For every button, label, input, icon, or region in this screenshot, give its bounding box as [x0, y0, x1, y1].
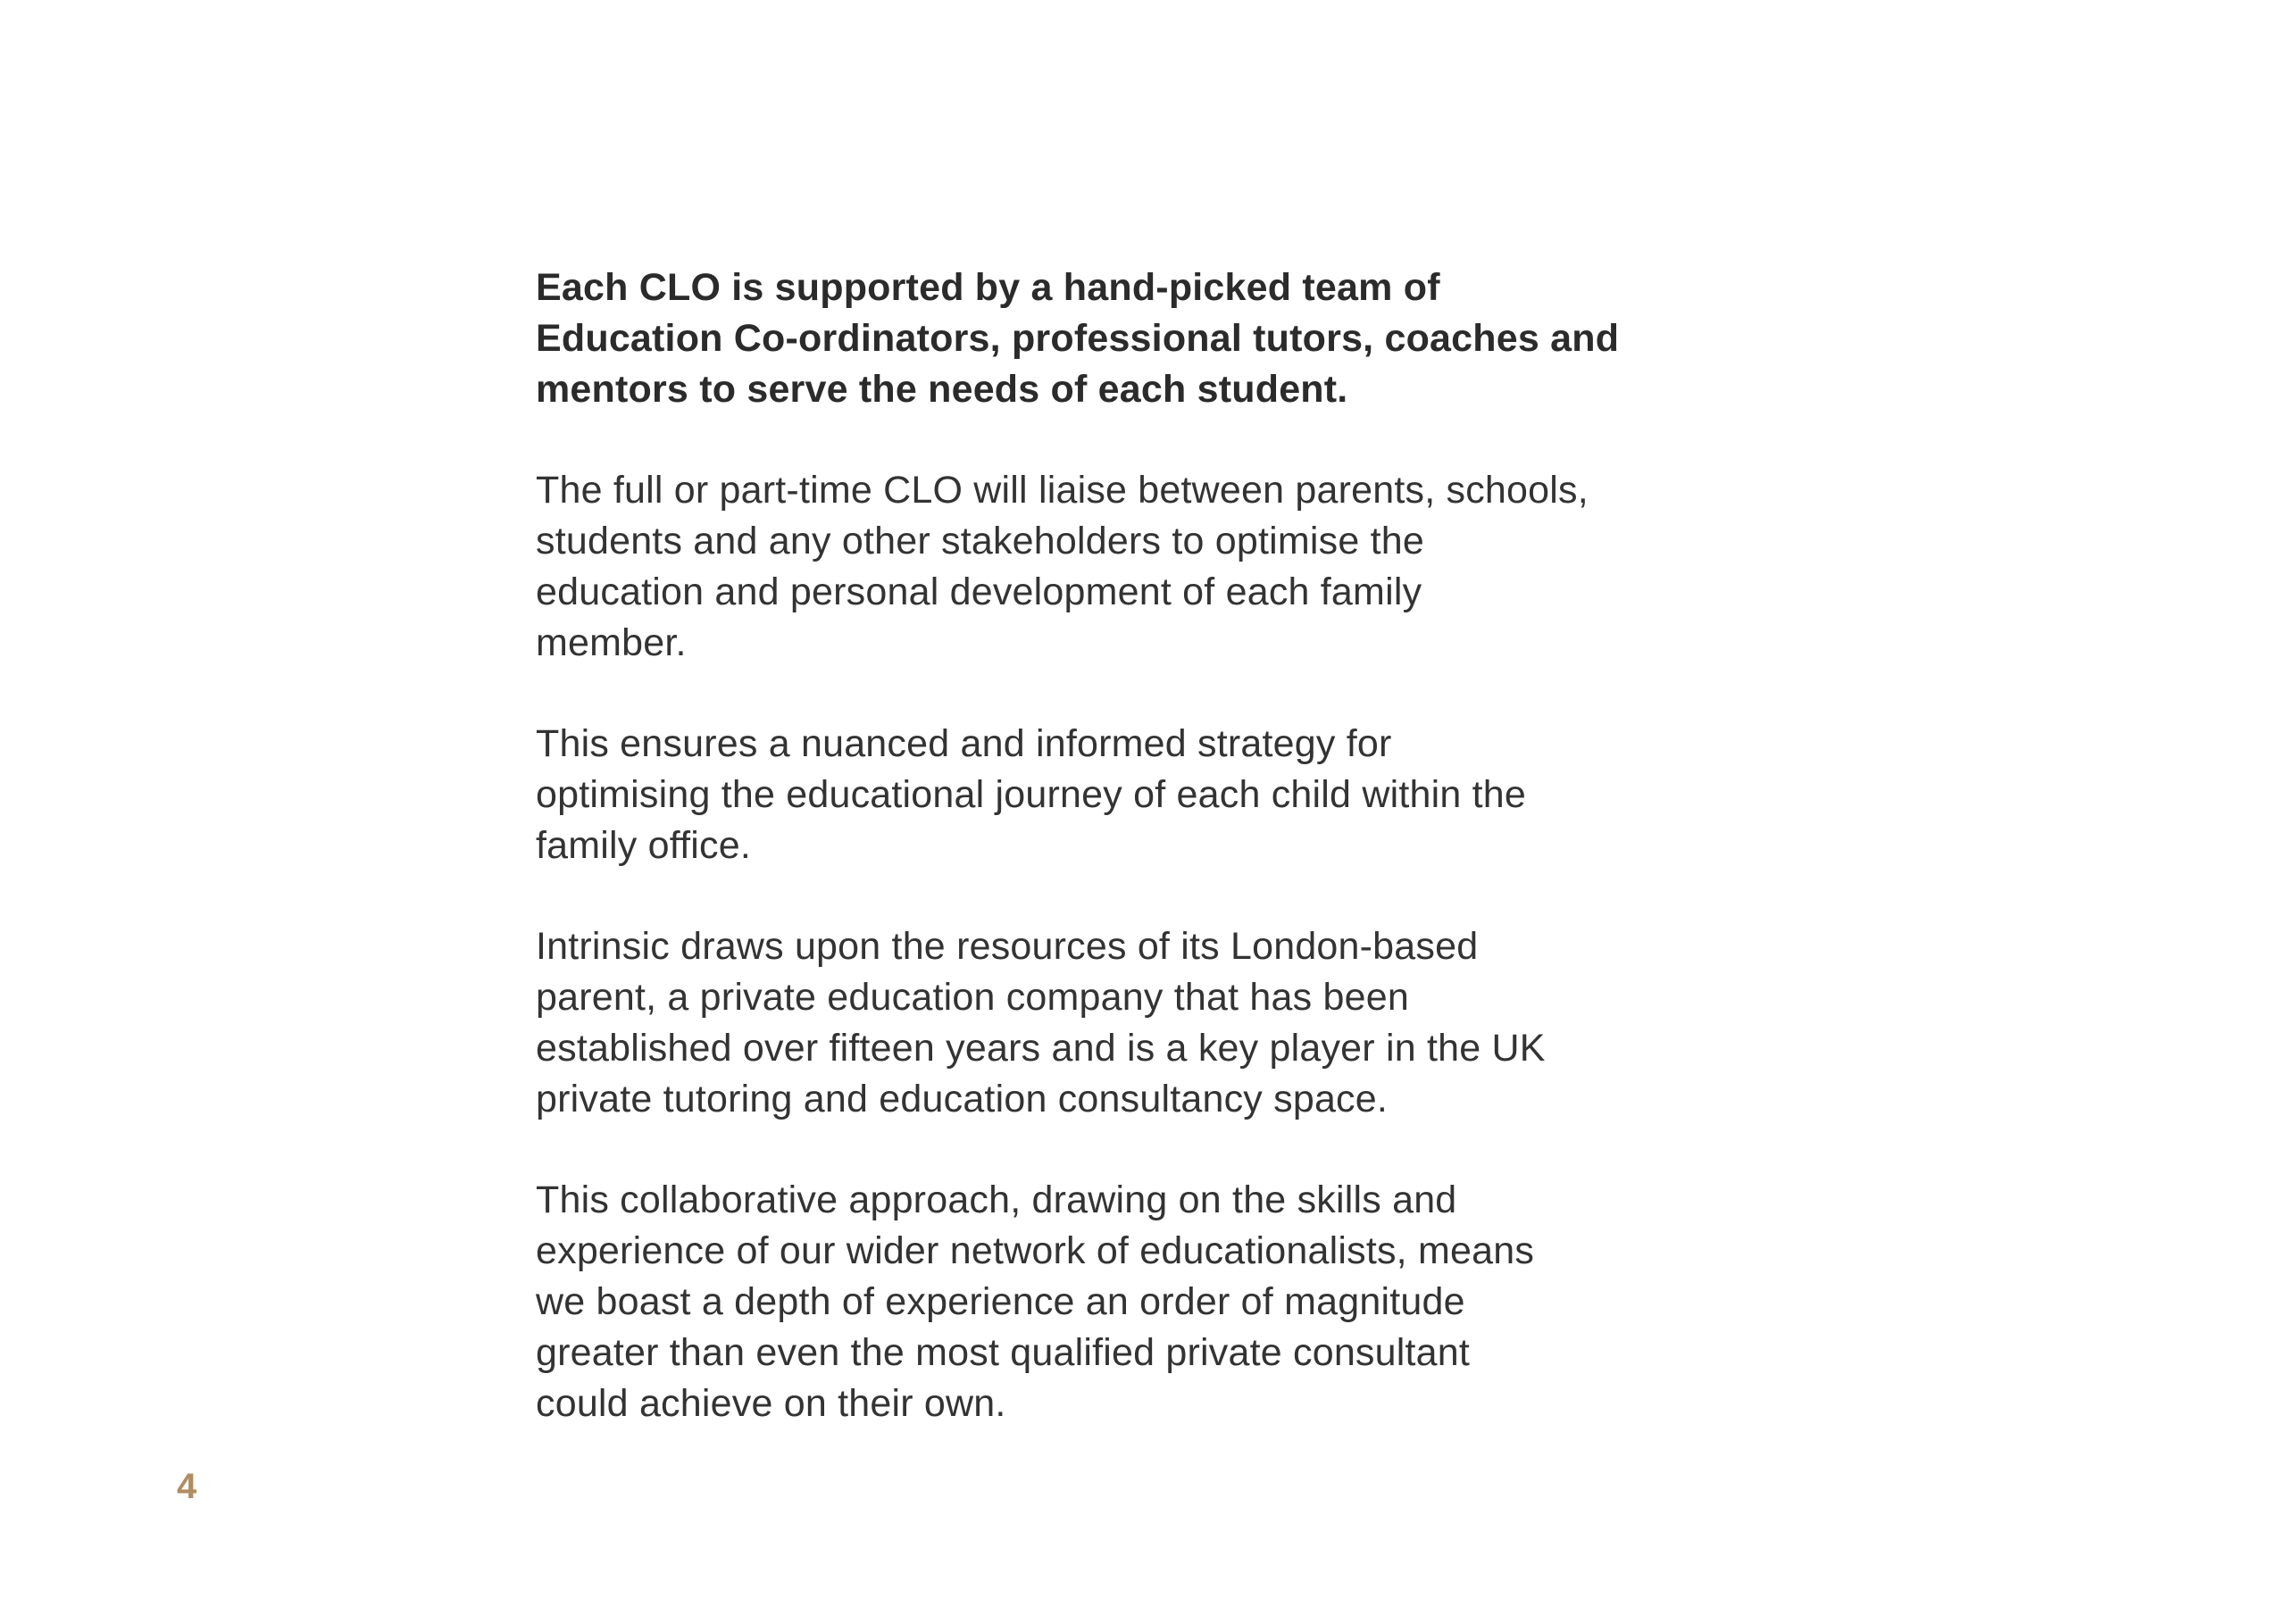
- paragraph-spacer: [536, 669, 1706, 719]
- paragraph-clo-role: The full or part-time CLO will liaise between parents, schools, students and any other stakeholders to optimise the education and personal development of each family member.: [536, 469, 1589, 664]
- paragraph-spacer: [536, 1125, 1706, 1175]
- paragraph-parent-company: Intrinsic draws upon the resources of its London-based parent, a private education company that has been established over fifteen years and is a key player in the UK private tutoring and education consultancy space.: [536, 925, 1546, 1120]
- paragraph-strategy: This ensures a nuanced and informed strategy for optimising the educational journey of each child within the family office.: [536, 722, 1526, 867]
- paragraph-spacer: [536, 415, 1706, 465]
- main-content: [536, 262, 1706, 1429]
- paragraph-collaborative-approach: This collaborative approach, drawing on the skills and experience of our wider network of educationalists, means we boast a depth of experience an order of magnitude greater than even the most qualified private consultant could achieve on their own.: [536, 1178, 1535, 1425]
- page-number: 4: [177, 1467, 197, 1506]
- paragraph-spacer: [536, 871, 1706, 921]
- lead-paragraph: Each CLO is supported by a hand-picked team of Education Co-ordinators, professional tutors, coaches and mentors to serve the needs of each student.: [536, 266, 1620, 411]
